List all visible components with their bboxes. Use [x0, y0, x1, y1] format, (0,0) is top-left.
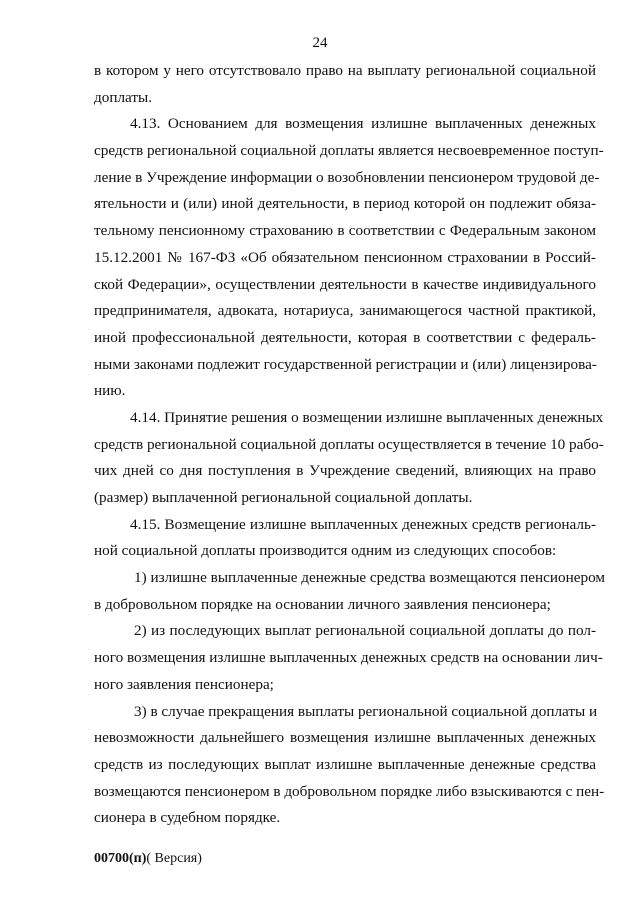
- clause-4-14-heading: 4.14. Принятие решения о возмещении излишне выплаченных денежных: [130, 408, 604, 426]
- list-item-1: 1) излишне выплаченные денежные средства возмещаются пенсионером: [134, 569, 605, 587]
- text-line: ской Федерации», осуществлении деятельности в качестве индивидуального: [94, 275, 596, 293]
- text-line: предпринимателя, адвоката, нотариуса, занимающегося частной практикой,: [94, 302, 596, 320]
- document-footer: [94, 851, 202, 867]
- list-item-3: 3) в случае прекращения выплаты региональной социальной доплаты и: [134, 702, 598, 720]
- text-line: возмещаются пенсионером в добровольном порядке либо взыскиваются с пен-: [94, 782, 605, 800]
- document-body: [94, 58, 605, 832]
- clause-4-15-heading: 4.15. Возмещение излишне выплаченных денежных средств региональ-: [130, 515, 596, 533]
- page-number: 24: [312, 35, 328, 51]
- document-code: 00700(п): [94, 851, 147, 866]
- text-line: ление в Учреждение информации о возобновлении пенсионером трудовой де-: [94, 168, 600, 186]
- text-line: иной профессиональной деятельности, которая в соответствии с федераль-: [94, 328, 596, 346]
- text-line: доплаты.: [94, 88, 153, 106]
- text-line: ными законами подлежит государственной регистрации и (или) лицензирова-: [94, 355, 597, 373]
- list-item-2: 2) из последующих выплат региональной социальной доплаты до пол-: [134, 622, 596, 640]
- text-line: тельному пенсионному страхованию в соответствии с Федеральным законом: [94, 222, 596, 240]
- text-line: ного заявления пенсионера;: [94, 675, 274, 693]
- text-line: невозможности дальнейшего возмещения излишне выплаченных денежных: [94, 729, 596, 747]
- text-line: в добровольном порядке на основании личного заявления пенсионера;: [94, 595, 551, 613]
- text-line: средств региональной социальной доплаты является несвоевременное поступ-: [94, 142, 604, 160]
- text-line: ятельности и (или) иной деятельности, в период которой он подлежит обяза-: [94, 195, 596, 213]
- text-line: чих дней со дня поступления в Учреждение сведений, влияющих на право: [94, 462, 596, 480]
- clause-4-13-heading: 4.13. Основанием для возмещения излишне выплаченных денежных: [130, 115, 596, 133]
- text-line: нию.: [94, 382, 126, 400]
- document-version: ( Версия): [146, 851, 202, 866]
- text-line: средств региональной социальной доплаты осуществляется в течение 10 рабо-: [94, 435, 604, 453]
- text-line: в котором у него отсутствовало право на выплату региональной социальной: [94, 62, 596, 79]
- text-line: (размер) выплаченной региональной социальной доплаты.: [94, 489, 473, 506]
- text-line: ной социальной доплаты производится одним из следующих способов:: [94, 542, 557, 560]
- text-line: сионера в судебном порядке.: [94, 809, 281, 827]
- text-line: ного возмещения излишне выплаченных денежных средств на основании лич-: [94, 649, 603, 667]
- text-line: средств из последующих выплат излишне выплаченные денежные средства: [94, 755, 596, 773]
- text-line: 15.12.2001 № 167-ФЗ «Об обязательном пенсионном страховании в Россий-: [94, 248, 596, 266]
